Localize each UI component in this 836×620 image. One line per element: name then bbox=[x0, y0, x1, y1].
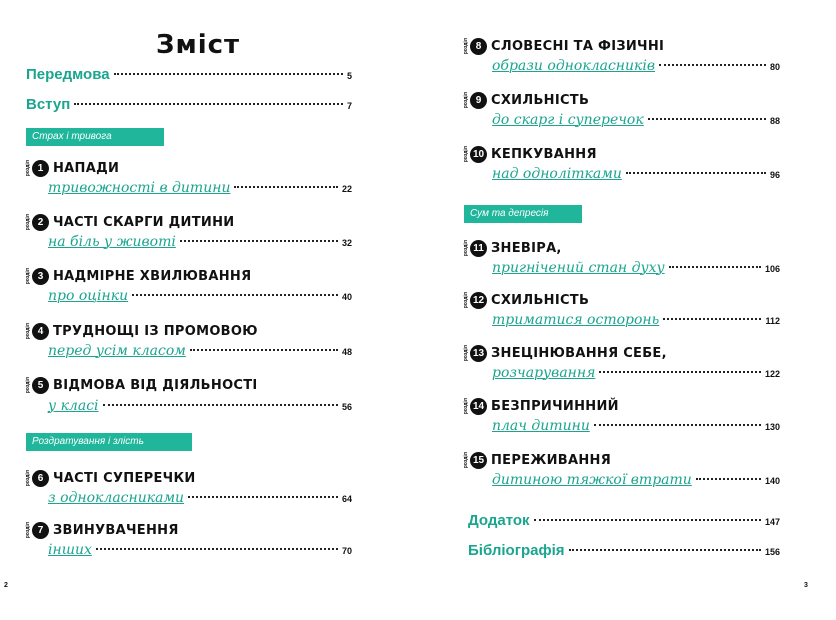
chapter-12-subtitle-row[interactable] bbox=[492, 312, 780, 328]
chapter-8-subtitle-row[interactable] bbox=[492, 58, 780, 74]
chapter-subtitle: інших bbox=[48, 542, 92, 558]
chapter-subtitle: над однолітками bbox=[492, 166, 622, 182]
appendix-page: 147 bbox=[764, 517, 780, 527]
chapter-3-heading[interactable] bbox=[26, 268, 251, 285]
section-label: розділ bbox=[463, 452, 469, 469]
chapter-subtitle: у класі bbox=[48, 398, 99, 414]
chapter-title: НАПАДИ bbox=[53, 161, 120, 176]
chapter-number-badge: 12 bbox=[470, 292, 487, 309]
chapter-title: ПЕРЕЖИВАННЯ bbox=[491, 453, 612, 468]
chapter-subtitle: триматися осторонь bbox=[492, 312, 660, 328]
chapter-title: ЧАСТІ СКАРГИ ДИТИНИ bbox=[53, 215, 235, 230]
chapter-page: 64 bbox=[341, 494, 352, 504]
chapter-number-badge: 1 bbox=[32, 160, 49, 177]
foreword-page: 5 bbox=[346, 71, 352, 81]
toc-row-intro[interactable] bbox=[26, 96, 352, 113]
chapter-title: КЕПКУВАННЯ bbox=[491, 147, 597, 162]
chapter-page: 40 bbox=[341, 292, 352, 302]
chapter-title: БЕЗПРИЧИННИЙ bbox=[491, 399, 619, 414]
chapter-number-badge: 15 bbox=[470, 452, 487, 469]
section-label: розділ bbox=[25, 160, 31, 177]
chapter-title: СХИЛЬНІСТЬ bbox=[491, 293, 590, 308]
chapter-subtitle: розчарування bbox=[492, 365, 596, 381]
toc-row-bibliography[interactable] bbox=[468, 542, 780, 559]
left-page-number: 2 bbox=[4, 582, 8, 589]
chapter-10-subtitle-row[interactable] bbox=[492, 166, 780, 182]
intro-label: Вступ bbox=[26, 96, 71, 113]
chapter-number-badge: 5 bbox=[32, 377, 49, 394]
leader-dots bbox=[669, 266, 761, 268]
chapter-page: 130 bbox=[764, 422, 780, 432]
section-label: розділ bbox=[25, 522, 31, 539]
leader-dots bbox=[190, 349, 338, 351]
chapter-15-subtitle-row[interactable] bbox=[492, 472, 780, 488]
section-label: розділ bbox=[463, 240, 469, 257]
chapter-title: ЗНЕЦІНЮВАННЯ СЕБЕ, bbox=[491, 346, 667, 361]
chapter-page: 70 bbox=[341, 546, 352, 556]
leader-dots bbox=[74, 103, 343, 105]
chapter-number-badge: 2 bbox=[32, 214, 49, 231]
leader-dots bbox=[180, 240, 338, 242]
chapter-13-heading[interactable] bbox=[464, 345, 667, 362]
chapter-9-heading[interactable] bbox=[464, 92, 589, 109]
chapter-10-heading[interactable] bbox=[464, 146, 597, 163]
chapter-2-heading[interactable] bbox=[26, 214, 234, 231]
chapter-page: 96 bbox=[769, 170, 780, 180]
chapter-13-subtitle-row[interactable] bbox=[492, 365, 780, 381]
chapter-page: 80 bbox=[769, 62, 780, 72]
leader-dots bbox=[234, 186, 338, 188]
chapter-title: СХИЛЬНІСТЬ bbox=[491, 93, 590, 108]
chapter-page: 140 bbox=[764, 476, 780, 486]
chapter-number-badge: 8 bbox=[470, 38, 487, 55]
chapter-page: 48 bbox=[341, 347, 352, 357]
chapter-4-subtitle-row[interactable] bbox=[48, 343, 352, 359]
leader-dots bbox=[648, 118, 766, 120]
chapter-9-subtitle-row[interactable] bbox=[492, 112, 780, 128]
leader-dots bbox=[626, 172, 766, 174]
appendix-label: Додаток bbox=[468, 512, 530, 529]
chapter-number-badge: 13 bbox=[470, 345, 487, 362]
chapter-15-heading[interactable] bbox=[464, 452, 611, 469]
chapter-page: 22 bbox=[341, 184, 352, 194]
chapter-8-heading[interactable] bbox=[464, 38, 664, 55]
leader-dots bbox=[659, 64, 766, 66]
chapter-subtitle: про оцінки bbox=[48, 288, 129, 304]
chapter-number-badge: 3 bbox=[32, 268, 49, 285]
chapter-14-subtitle-row[interactable] bbox=[492, 418, 780, 434]
chapter-1-heading[interactable] bbox=[26, 160, 119, 177]
chapter-title: СЛОВЕСНІ ТА ФІЗИЧНІ bbox=[491, 39, 665, 54]
leader-dots bbox=[569, 549, 761, 551]
section-band-fear: Страх і тривога bbox=[26, 128, 164, 146]
chapter-7-heading[interactable] bbox=[26, 522, 179, 539]
chapter-3-subtitle-row[interactable] bbox=[48, 288, 352, 304]
section-label: розділ bbox=[25, 377, 31, 394]
section-label: розділ bbox=[25, 470, 31, 487]
leader-dots bbox=[696, 478, 761, 480]
chapter-title: ЗНЕВІРА, bbox=[491, 241, 562, 256]
leader-dots bbox=[599, 371, 761, 373]
chapter-12-heading[interactable] bbox=[464, 292, 589, 309]
leader-dots bbox=[534, 519, 761, 521]
toc-row-appendix[interactable] bbox=[468, 512, 780, 529]
intro-page: 7 bbox=[346, 101, 352, 111]
chapter-subtitle: плач дитини bbox=[492, 418, 590, 434]
chapter-number-badge: 7 bbox=[32, 522, 49, 539]
leader-dots bbox=[132, 294, 338, 296]
chapter-page: 56 bbox=[341, 402, 352, 412]
chapter-6-heading[interactable] bbox=[26, 470, 196, 487]
chapter-2-subtitle-row[interactable] bbox=[48, 234, 352, 250]
chapter-1-subtitle-row[interactable] bbox=[48, 180, 352, 196]
chapter-5-subtitle-row[interactable] bbox=[48, 398, 352, 414]
leader-dots bbox=[663, 318, 761, 320]
section-label: розділ bbox=[463, 292, 469, 309]
chapter-page: 32 bbox=[341, 238, 352, 248]
chapter-number-badge: 11 bbox=[470, 240, 487, 257]
chapter-number-badge: 4 bbox=[32, 323, 49, 340]
leader-dots bbox=[188, 496, 338, 498]
chapter-7-subtitle-row[interactable] bbox=[48, 542, 352, 558]
leader-dots bbox=[103, 404, 338, 406]
chapter-6-subtitle-row[interactable] bbox=[48, 490, 352, 506]
leader-dots bbox=[96, 548, 338, 550]
chapter-page: 106 bbox=[764, 264, 780, 274]
section-label: розділ bbox=[463, 92, 469, 109]
chapter-subtitle: з однокласниками bbox=[48, 490, 185, 506]
chapter-11-subtitle-row[interactable] bbox=[492, 260, 780, 276]
chapter-page: 88 bbox=[769, 116, 780, 126]
chapter-page: 122 bbox=[764, 369, 780, 379]
chapter-4-heading[interactable] bbox=[26, 323, 258, 340]
chapter-number-badge: 14 bbox=[470, 398, 487, 415]
chapter-subtitle: дитиною тяжкої втрати bbox=[492, 472, 692, 488]
chapter-title: ЧАСТІ СУПЕРЕЧКИ bbox=[53, 471, 196, 486]
chapter-subtitle: на біль у животі bbox=[48, 234, 176, 250]
leader-dots bbox=[594, 424, 761, 426]
chapter-number-badge: 6 bbox=[32, 470, 49, 487]
bibliography-page: 156 bbox=[764, 547, 780, 557]
section-label: розділ bbox=[463, 345, 469, 362]
section-label: розділ bbox=[25, 268, 31, 285]
section-label: розділ bbox=[463, 38, 469, 55]
chapter-subtitle: пригнічений стан духу bbox=[492, 260, 665, 276]
section-label: розділ bbox=[463, 398, 469, 415]
bibliography-label: Бібліографія bbox=[468, 542, 565, 559]
page-title: Зміст bbox=[156, 30, 241, 60]
chapter-number-badge: 10 bbox=[470, 146, 487, 163]
section-band-anger: Роздратування і злість bbox=[26, 433, 192, 451]
section-label: розділ bbox=[463, 146, 469, 163]
chapter-title: ТРУДНОЩІ ІЗ ПРОМОВОЮ bbox=[53, 324, 258, 339]
chapter-subtitle: образи однокласників bbox=[492, 58, 656, 74]
chapter-page: 112 bbox=[765, 316, 780, 326]
leader-dots bbox=[114, 73, 343, 75]
foreword-label: Передмова bbox=[26, 66, 110, 83]
chapter-title: ЗВИНУВАЧЕННЯ bbox=[53, 523, 179, 538]
toc-row-foreword[interactable] bbox=[26, 66, 352, 83]
chapter-5-heading[interactable] bbox=[26, 377, 258, 394]
chapter-14-heading[interactable] bbox=[464, 398, 619, 415]
chapter-subtitle: тривожності в дитини bbox=[48, 180, 231, 196]
section-band-sadness: Сум та депресія bbox=[464, 205, 582, 223]
chapter-title: ВІДМОВА ВІД ДІЯЛЬНОСТІ bbox=[53, 378, 258, 393]
chapter-subtitle: перед усім класом bbox=[48, 343, 186, 359]
section-label: розділ bbox=[25, 214, 31, 231]
chapter-title: НАДМІРНЕ ХВИЛЮВАННЯ bbox=[53, 269, 252, 284]
section-label: розділ bbox=[25, 323, 31, 340]
chapter-number-badge: 9 bbox=[470, 92, 487, 109]
right-page-number: 3 bbox=[804, 582, 808, 589]
chapter-subtitle: до скарг і суперечок bbox=[492, 112, 644, 128]
chapter-11-heading[interactable] bbox=[464, 240, 562, 257]
